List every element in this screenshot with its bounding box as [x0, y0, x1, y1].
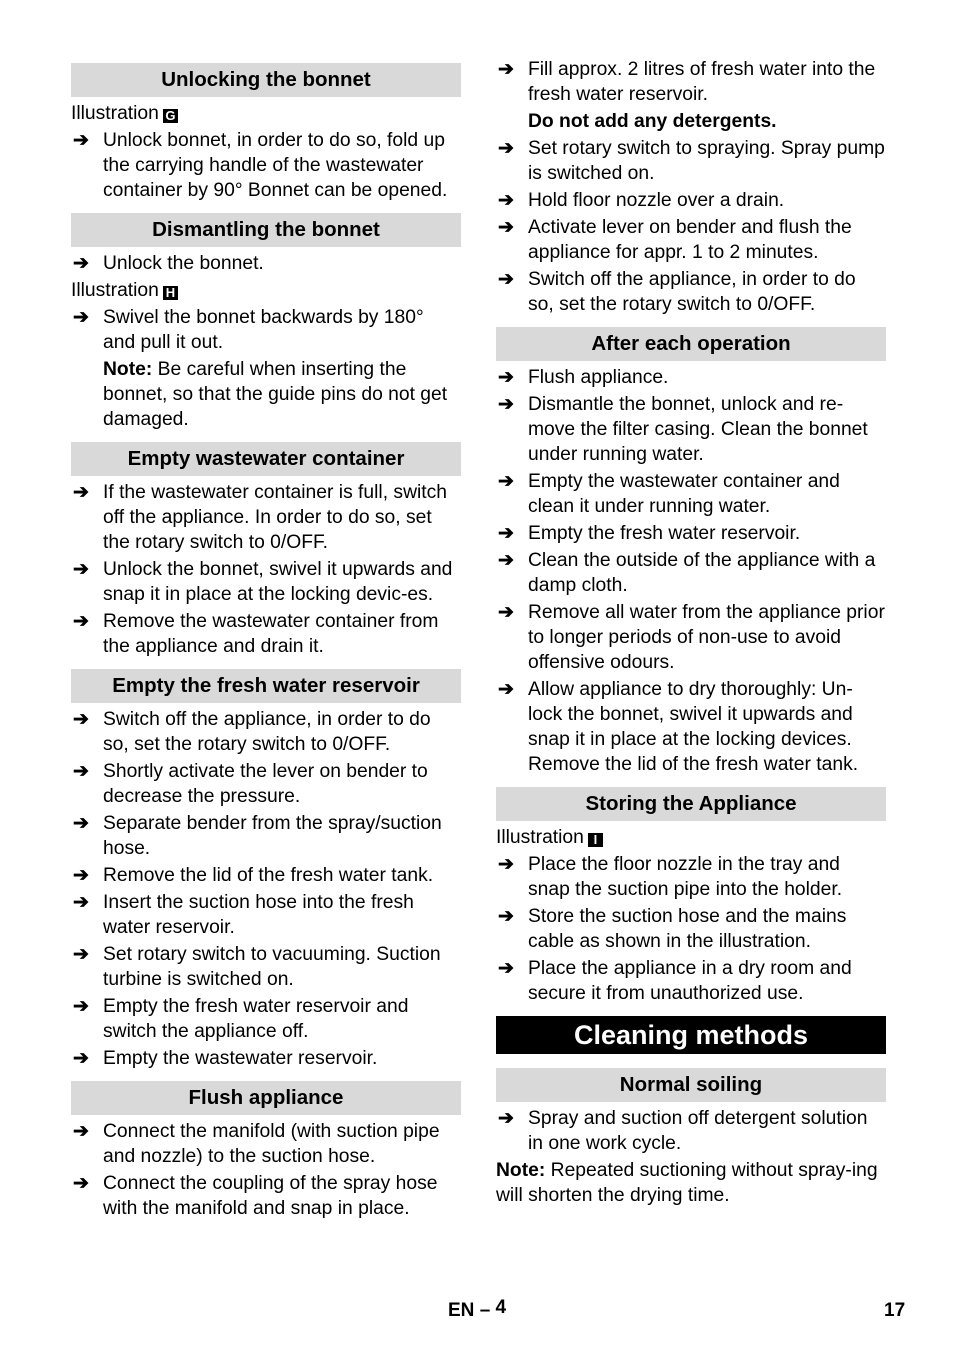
- note-text: Be careful when inserting the bonnet, so that the guide pins do not get damaged.: [103, 359, 448, 430]
- list-item: [496, 392, 886, 467]
- item-text: Spray and suction off detergent solution in one work cycle.: [528, 1108, 868, 1154]
- list-item: [71, 707, 461, 757]
- item-text: Flush appliance.: [528, 367, 669, 388]
- arrow-right-icon: ➔: [498, 906, 514, 927]
- note: [71, 357, 461, 432]
- list-item: [71, 811, 461, 861]
- illustration-label: Illustration: [71, 103, 159, 124]
- list-item: [71, 890, 461, 940]
- item-text: Remove the wastewater container from the appliance and drain it.: [103, 611, 439, 657]
- section-flush-appliance: [71, 1115, 461, 1221]
- list-item: [71, 759, 461, 809]
- illustration-label: Illustration: [71, 280, 159, 301]
- item-text: Dismantle the bonnet, unlock and re-move the filter casing. Clean the bonnet under running water.: [528, 394, 868, 465]
- item-text: If the wastewater container is full, switch off the appliance. In order to do so, set the rotary switch to 0/OFF.: [103, 482, 447, 553]
- item-text: Store the suction hose and the mains cable as shown in the illustration.: [528, 906, 847, 952]
- warning-text: Do not add any detergents.: [528, 111, 777, 132]
- illustration-badge-i: I: [588, 833, 603, 847]
- arrow-right-icon: ➔: [73, 865, 89, 886]
- list-item: [496, 469, 886, 519]
- section-storing-appliance: [496, 821, 886, 1006]
- list-item: [71, 942, 461, 992]
- section-dismantling-bonnet: [71, 247, 461, 432]
- item-text: Unlock the bonnet, swivel it upwards and snap it in place at the locking devic-es.: [103, 559, 453, 605]
- list-item: [496, 600, 886, 675]
- heading-normal-soiling: Normal soiling: [496, 1068, 886, 1102]
- item-text: Place the floor nozzle in the tray and snap the suction pipe into the holder.: [528, 854, 843, 900]
- arrow-right-icon: ➔: [498, 217, 514, 238]
- arrow-right-icon: ➔: [498, 1108, 514, 1129]
- arrow-right-icon: ➔: [498, 394, 514, 415]
- list-item: [496, 365, 886, 390]
- arrow-right-icon: ➔: [498, 523, 514, 544]
- list-item: [71, 128, 461, 203]
- arrow-right-icon: ➔: [73, 944, 89, 965]
- section-flush-continued: [496, 57, 886, 317]
- arrow-right-icon: ➔: [73, 709, 89, 730]
- heading-unlocking-bonnet: Unlocking the bonnet: [71, 63, 461, 97]
- arrow-right-icon: ➔: [498, 59, 514, 80]
- item-text: Empty the wastewater reservoir.: [103, 1048, 378, 1069]
- arrow-right-icon: ➔: [73, 996, 89, 1017]
- arrow-right-icon: ➔: [73, 253, 89, 274]
- item-text: Empty the fresh water reservoir.: [528, 523, 801, 544]
- item-text: Unlock bonnet, in order to do so, fold up the carrying handle of the wastewater container by 90° Bonnet can be opened.: [103, 130, 448, 201]
- list-item: [71, 305, 461, 355]
- item-text: Swivel the bonnet backwards by 180° and pull it out.: [103, 307, 424, 353]
- list-item: [496, 215, 886, 265]
- arrow-right-icon: ➔: [498, 138, 514, 159]
- arrow-right-icon: ➔: [498, 269, 514, 290]
- arrow-right-icon: ➔: [498, 958, 514, 979]
- item-text: Connect the coupling of the spray hose with the manifold and snap in place.: [103, 1173, 438, 1219]
- item-text: Shortly activate the lever on bender to decrease the pressure.: [103, 761, 428, 807]
- illustration-ref: [71, 278, 461, 303]
- arrow-right-icon: ➔: [498, 602, 514, 623]
- list-item: [496, 904, 886, 954]
- chapter-heading-cleaning-methods: Cleaning methods: [496, 1016, 886, 1054]
- section-empty-wastewater: [71, 476, 461, 659]
- list-item: [71, 480, 461, 555]
- list-item: [71, 863, 461, 888]
- item-text: Switch off the appliance, in order to do so, set the rotary switch to 0/OFF.: [528, 269, 856, 315]
- section-empty-fresh-water: [71, 703, 461, 1071]
- item-text: Allow appliance to dry thoroughly: Un-lock the bonnet, swivel it upwards and snap it in place at the locking devices. Remove the lid of the fresh water tank.: [528, 679, 859, 775]
- illustration-badge-h: H: [163, 286, 178, 300]
- heading-dismantling-bonnet: Dismantling the bonnet: [71, 213, 461, 247]
- arrow-right-icon: ➔: [73, 482, 89, 503]
- arrow-right-icon: ➔: [73, 892, 89, 913]
- arrow-right-icon: ➔: [498, 854, 514, 875]
- list-item: [71, 557, 461, 607]
- arrow-right-icon: ➔: [73, 813, 89, 834]
- heading-empty-wastewater: Empty wastewater container: [71, 442, 461, 476]
- item-text: Set rotary switch to vacuuming. Suction turbine is switched on.: [103, 944, 441, 990]
- arrow-right-icon: ➔: [73, 761, 89, 782]
- footer-section-ref: [448, 1298, 506, 1323]
- section-normal-soiling: [496, 1102, 886, 1208]
- page-number: 17: [884, 1300, 906, 1321]
- note: [496, 1158, 886, 1208]
- item-text: Set rotary switch to spraying. Spray pump is switched on.: [528, 138, 885, 184]
- list-item: [71, 1171, 461, 1221]
- item-text: Place the appliance in a dry room and secure it from unauthorized use.: [528, 958, 852, 1004]
- item-text: Activate lever on bender and flush the appliance for appr. 1 to 2 minutes.: [528, 217, 852, 263]
- arrow-right-icon: ➔: [73, 611, 89, 632]
- list-item: [71, 994, 461, 1044]
- arrow-right-icon: ➔: [498, 550, 514, 571]
- item-text: Separate bender from the spray/suction hose.: [103, 813, 442, 859]
- heading-empty-fresh-water: Empty the fresh water reservoir: [71, 669, 461, 703]
- note-text: Repeated suctioning without spray-ing will shorten the drying time.: [496, 1160, 878, 1206]
- arrow-right-icon: ➔: [498, 367, 514, 388]
- arrow-right-icon: ➔: [73, 307, 89, 328]
- arrow-right-icon: ➔: [73, 1121, 89, 1142]
- illustration-ref: [496, 825, 886, 850]
- arrow-right-icon: ➔: [498, 471, 514, 492]
- item-text: Connect the manifold (with suction pipe and nozzle) to the suction hose.: [103, 1121, 440, 1167]
- arrow-right-icon: ➔: [498, 190, 514, 211]
- list-item: [496, 1106, 886, 1156]
- item-text: Switch off the appliance, in order to do so, set the rotary switch to 0/OFF.: [103, 709, 431, 755]
- footer-dash: –: [479, 1300, 491, 1321]
- list-item: [71, 1046, 461, 1071]
- item-text: Empty the wastewater container and clean it under running water.: [528, 471, 840, 517]
- arrow-right-icon: ➔: [498, 679, 514, 700]
- illustration-ref: [71, 101, 461, 126]
- note-label: Note:: [496, 1160, 546, 1181]
- list-item: [496, 136, 886, 186]
- item-text: Empty the fresh water reservoir and switch the appliance off.: [103, 996, 409, 1042]
- section-after-each-operation: [496, 361, 886, 777]
- section-unlocking-bonnet: [71, 97, 461, 203]
- item-text: Hold floor nozzle over a drain.: [528, 190, 785, 211]
- arrow-right-icon: ➔: [73, 130, 89, 151]
- item-text: Clean the outside of the appliance with a damp cloth.: [528, 550, 876, 596]
- illustration-badge-g: G: [163, 109, 178, 123]
- arrow-right-icon: ➔: [73, 1173, 89, 1194]
- list-item: [496, 956, 886, 1006]
- left-column: [71, 63, 461, 1223]
- list-item: [71, 251, 461, 276]
- item-text: Fill approx. 2 litres of fresh water into the fresh water reservoir.: [528, 59, 876, 105]
- list-item: [496, 57, 886, 107]
- list-item: [496, 267, 886, 317]
- list-item: [496, 677, 886, 777]
- heading-after-each-operation: After each operation: [496, 327, 886, 361]
- list-item: [496, 548, 886, 598]
- list-item: [496, 188, 886, 213]
- list-item: [71, 609, 461, 659]
- heading-flush-appliance: Flush appliance: [71, 1081, 461, 1115]
- footer-section-page: 4: [495, 1297, 507, 1318]
- illustration-label: Illustration: [496, 827, 584, 848]
- list-item: [496, 852, 886, 902]
- arrow-right-icon: ➔: [73, 1048, 89, 1069]
- arrow-right-icon: ➔: [73, 559, 89, 580]
- right-column: [496, 57, 886, 1210]
- item-text: Unlock the bonnet.: [103, 253, 264, 274]
- item-text: Insert the suction hose into the fresh water reservoir.: [103, 892, 414, 938]
- item-text: Remove the lid of the fresh water tank.: [103, 865, 434, 886]
- item-text: Remove all water from the appliance prior to longer periods of non-use to avoid offensive odours.: [528, 602, 885, 673]
- note-label: Note:: [103, 359, 153, 380]
- list-item: [71, 1119, 461, 1169]
- footer-lang: EN: [448, 1300, 475, 1321]
- list-item: [496, 521, 886, 546]
- heading-storing-appliance: Storing the Appliance: [496, 787, 886, 821]
